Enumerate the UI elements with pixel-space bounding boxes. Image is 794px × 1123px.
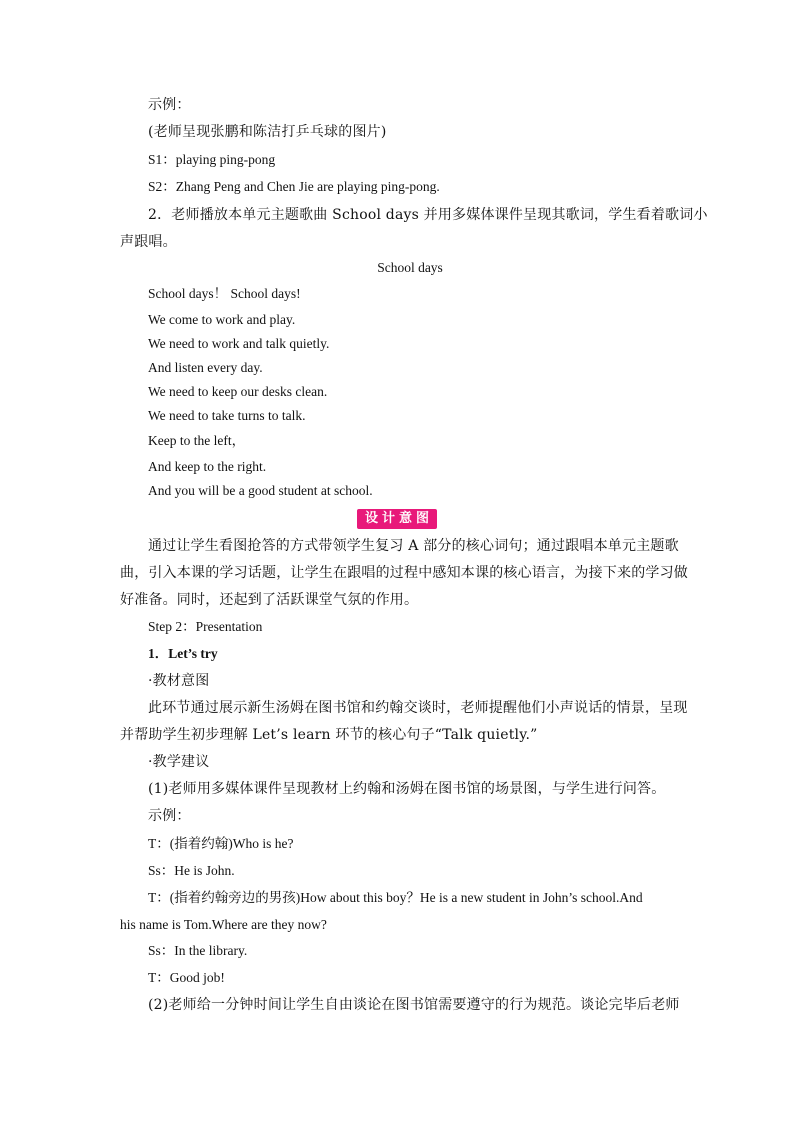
lyric-line: Keep to the left， [148, 433, 246, 448]
suggestion-step-1: (1)老师用多媒体课件呈现教材上约翰和汤姆在图书馆的场景图，与学生进行问答。 [148, 781, 666, 797]
teaching-suggestion-heading: ·教学建议 [148, 754, 210, 770]
example-label-2: 示例： [148, 808, 191, 824]
design-intent-badge: 设计意图 [357, 509, 437, 529]
dialog-line: T：(指着约翰)Who is he? [148, 836, 294, 851]
step2-heading: Step 2：Presentation [148, 619, 263, 634]
dialog-line: Ss：In the library. [148, 943, 248, 958]
material-intent-heading: ·教材意图 [148, 673, 210, 689]
lyric-line: And keep to the right. [148, 459, 267, 474]
suggestion-step-2: (2)老师给一分钟时间让学生自由谈论在图书馆需要遵守的行为规范。谈论完毕后老师 [148, 997, 680, 1013]
design-intent-text: 曲，引入本课的学习话题，让学生在跟唱的过程中感知本课的核心语言，为接下来的学习做 [120, 565, 688, 581]
song-instruction-cont: 声跟唱。 [120, 234, 177, 250]
design-intent-badge-wrap [0, 507, 794, 529]
dialog-line: Ss：He is John. [148, 863, 235, 878]
material-intent-text: 此环节通过展示新生汤姆在图书馆和约翰交谈时，老师提醒他们小声说话的情景，呈现 [148, 700, 688, 716]
lyric-line: We need to take turns to talk. [148, 408, 306, 423]
design-intent-text: 好准备。同时，还起到了活跃课堂气氛的作用。 [120, 592, 419, 608]
dialog-line: T：(指着约翰旁边的男孩)How about this boy？He is a new student in John’s school.And [148, 890, 643, 905]
student2-answer: S2：Zhang Peng and Chen Jie are playing ping-pong. [148, 179, 440, 194]
material-intent-text: 并帮助学生初步理解 Let’s learn 环节的核心句子“Talk quietly.” [120, 727, 538, 743]
lets-try-heading: 1．Let’s try [148, 646, 218, 661]
design-intent-text: 通过让学生看图抢答的方式带领学生复习 A 部分的核心词句；通过跟唱本单元主题歌 [148, 538, 679, 554]
dialog-line: T：Good job! [148, 970, 225, 985]
example-label: 示例： [148, 97, 191, 113]
lyric-line: School days！ School days! [148, 286, 301, 301]
student1-answer: S1：playing ping-pong [148, 152, 276, 167]
lyric-line: And you will be a good student at school. [148, 483, 373, 498]
song-title: School days [377, 260, 443, 275]
lyric-line: We come to work and play. [148, 312, 296, 327]
lyric-line: We need to keep our desks clean. [148, 384, 328, 399]
picture-note: (老师呈现张鹏和陈洁打乒乓球的图片) [148, 124, 387, 140]
dialog-line: his name is Tom.Where are they now? [120, 917, 327, 932]
lyric-line: We need to work and talk quietly. [148, 336, 330, 351]
song-instruction: 2．老师播放本单元主题歌曲 School days 并用多媒体课件呈现其歌词，学生看着歌词小 [148, 207, 708, 223]
lyric-line: And listen every day. [148, 360, 263, 375]
